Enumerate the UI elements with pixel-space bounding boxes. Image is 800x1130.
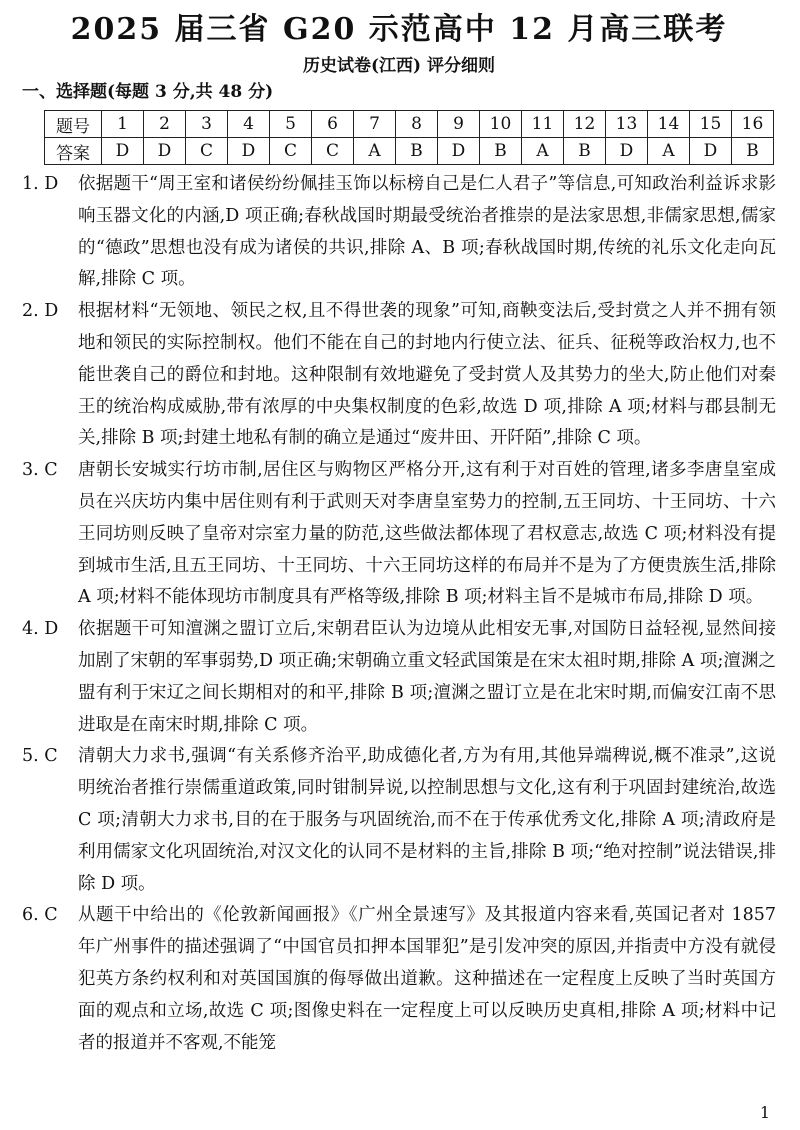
answer-cell: D [438, 138, 480, 165]
item-text: 依据题干可知澶渊之盟订立后,宋朝君臣认为边境从此相安无事,对国防日益轻视,显然间接加剧了宋朝的军事弱势,D 项正确;宋朝确立重文轻武国策是在宋太祖时期,排除 A 项;澶渊之盟有利于宋辽之间长期相对的和平,排除 B 项;澶渊之盟订立是在北宋时期,而偏安江南不思进取是在南宋时期,排除 C 项。 [78, 619, 776, 735]
answer-table-row-label: 答案 [45, 138, 102, 165]
answer-cell: D [228, 138, 270, 165]
item-number: 4. D [22, 619, 59, 640]
answer-cell: B [732, 138, 774, 165]
answer-table [44, 110, 774, 165]
answer-table-answer-row [45, 138, 774, 165]
question-number-cell: 11 [522, 111, 564, 138]
item-number: 3. C [22, 460, 58, 481]
question-number-cell: 7 [354, 111, 396, 138]
section-title: 一、选择题(每题 3 分,共 48 分) [22, 82, 274, 102]
answer-cell: B [480, 138, 522, 165]
item-number: 1. D [22, 174, 59, 194]
question-number-cell: 1 [102, 111, 144, 138]
answer-cell: B [564, 138, 606, 165]
question-number-cell: 14 [648, 111, 690, 138]
question-number-cell: 9 [438, 111, 480, 138]
item-text: 清朝大力求书,强调“有关系修齐治平,助成德化者,方为有用,其他异端稗说,概不准录”,这说明统治者推行崇儒重道政策,同时钳制异说,以控制思想与文化,这有利于巩固封建统治,故选 C 项;清朝大力求书,目的在于服务与巩固统治,而不在于传承优秀文化,排除 A 项;清政府是利用儒家文化巩固统治,对汉文化的认同不是材料的主旨,排除 B 项;“绝对控制”说法错误,排除 D 项。 [78, 746, 776, 894]
answer-cell: C [312, 138, 354, 165]
explanation-item [22, 614, 776, 741]
question-number-cell: 13 [606, 111, 648, 138]
explanation-list [22, 169, 776, 1059]
answer-table-number-row [45, 111, 774, 138]
question-number-cell: 5 [270, 111, 312, 138]
answer-cell: A [648, 138, 690, 165]
question-number-cell: 8 [396, 111, 438, 138]
page-title: 2025 届三省 G20 示范高中 12 月高三联考 [70, 12, 728, 47]
item-text: 唐朝长安城实行坊市制,居住区与购物区严格分开,这有利于对百姓的管理,诸多李唐皇室成员在兴庆坊内集中居住则有利于武则天对李唐皇室势力的控制,五王同坊、十王同坊、十六王同坊则反映了皇帝对宗室力量的防范,这些做法都体现了君权意志,故选 C 项;材料没有提到城市生活,且五王同坊、十王同坊、十六王同坊这样的布局并不是为了方便贵族生活,排除 A 项;材料不能体现坊市制度具有严格等级,排除 B 项;材料主旨不是城市布局,排除 D 项。 [78, 460, 776, 608]
item-text: 从题干中给出的《伦敦新闻画报》《广州全景速写》及其报道内容来看,英国记者对 1857 年广州事件的描述强调了“中国官员扣押本国罪犯”是引发冲突的原因,并指责中方没有就侵犯英方条约权利和对英国国旗的侮辱做出道歉。这种描述在一定程度上反映了当时英国方面的观点和立场,故选 C 项;图像史料在一定程度上可以反映历史真相,排除 A 项;材料中记者的报道并不客观,不能笼 [78, 905, 776, 1053]
item-number: 5. C [22, 746, 58, 767]
answer-cell: B [396, 138, 438, 165]
answer-cell: C [186, 138, 228, 165]
explanation-item [22, 296, 776, 455]
question-number-cell: 15 [690, 111, 732, 138]
question-number-cell: 3 [186, 111, 228, 138]
question-number-cell: 10 [480, 111, 522, 138]
answer-cell: D [144, 138, 186, 165]
explanation-item [22, 741, 776, 900]
answer-cell: A [354, 138, 396, 165]
question-number-cell: 16 [732, 111, 774, 138]
answer-cell: A [522, 138, 564, 165]
explanation-item [22, 900, 776, 1059]
page-number: 1 [759, 1103, 770, 1122]
item-text: 依据题干“周王室和诸侯纷纷佩挂玉饰以标榜自己是仁人君子”等信息,可知政治利益诉求影响玉器文化的内涵,D 项正确;春秋战国时期最受统治者推崇的是法家思想,非儒家思想,儒家的“德政”思想也没有成为诸侯的共识,排除 A、B 项;春秋战国时期,传统的礼乐文化走向瓦解,排除 C 项。 [78, 174, 776, 290]
explanation-item [22, 169, 776, 296]
answer-table-row-label: 题号 [45, 111, 102, 138]
item-text: 根据材料“无领地、领民之权,且不得世袭的现象”可知,商鞅变法后,受封赏之人并不拥有领地和领民的实际控制权。他们不能在自己的封地内行使立法、征兵、征税等政治权力,也不能世袭自己的爵位和封地。这种限制有效地避免了受封赏人及其势力的坐大,防止他们对秦王的统治构成威胁,带有浓厚的中央集权制度的色彩,故选 D 项,排除 A 项;材料与郡县制无关,排除 B 项;封建土地私有制的确立是通过“废井田、开阡陌”,排除 C 项。 [78, 301, 776, 449]
answer-cell: C [270, 138, 312, 165]
question-number-cell: 12 [564, 111, 606, 138]
answer-cell: D [606, 138, 648, 165]
question-number-cell: 2 [144, 111, 186, 138]
answer-cell: D [102, 138, 144, 165]
answer-cell: D [690, 138, 732, 165]
page-subtitle: 历史试卷(江西) 评分细则 [302, 56, 495, 76]
item-number: 6. C [22, 905, 58, 926]
explanation-item [22, 455, 776, 614]
item-number: 2. D [22, 301, 59, 322]
question-number-cell: 4 [228, 111, 270, 138]
question-number-cell: 6 [312, 111, 354, 138]
